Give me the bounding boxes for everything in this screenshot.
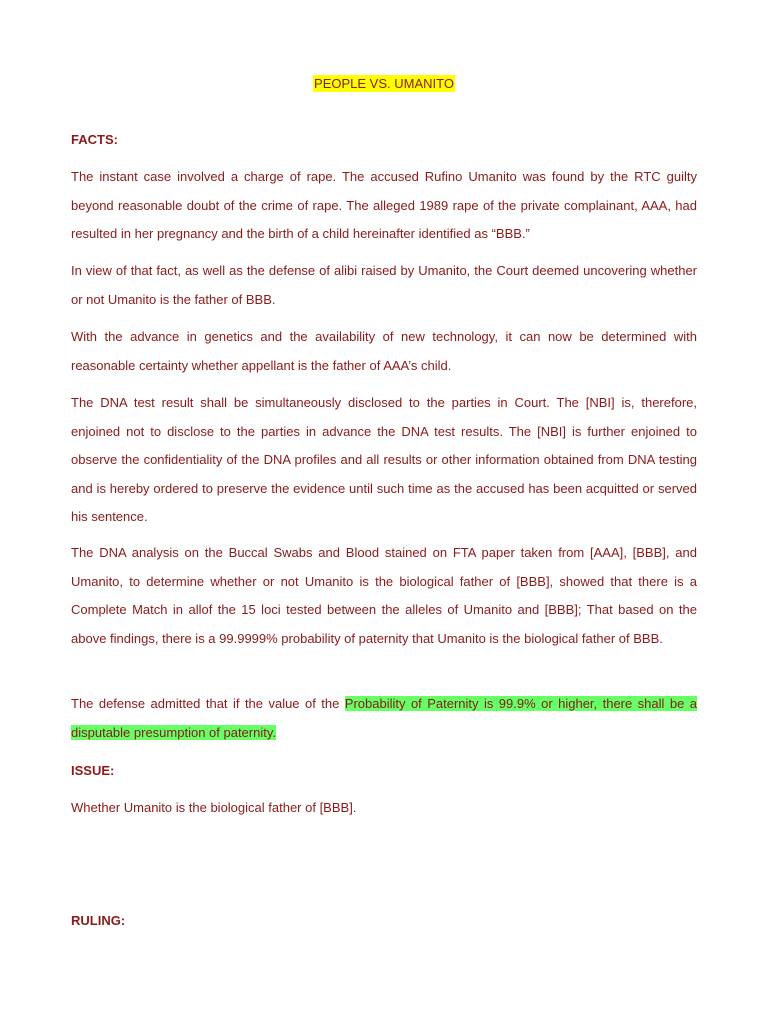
facts-paragraph-4: The DNA test result shall be simultaneously disclosed to the parties in Court. The [NBI] is, therefore, enjoined not to disclose to the parties in advance the DNA test results. The [NBI] is further enjoined to observe the confidentiality of the DNA profiles and all results or other information obtained from DNA testing and is hereby ordered to preserve the evidence until such time as the accused has been acquitted or served his sentence.	[71, 395, 697, 524]
facts-heading: FACTS:	[71, 132, 118, 147]
issue-heading: ISSUE:	[71, 763, 115, 778]
issue-paragraph: Whether Umanito is the biological father of [BBB].	[71, 800, 357, 815]
facts-paragraph-3: With the advance in genetics and the availability of new technology, it can now be determined with reasonable certainty whether appellant is the father of AAA’s child.	[71, 329, 697, 373]
document-title-line	[0, 74, 768, 93]
highlighted-presumption-text: Probability of Paternity is 99.9% or higher, there shall be a disputable presumption of paternity.	[71, 696, 697, 740]
facts-paragraph-2: In view of that fact, as well as the defense of alibi raised by Umanito, the Court deemed uncovering whether or not Umanito is the father of BBB.	[71, 263, 697, 307]
document-title: PEOPLE VS. UMANITO	[314, 76, 454, 91]
ruling-heading: RULING:	[71, 913, 126, 928]
facts-paragraph-5: The DNA analysis on the Buccal Swabs and Blood stained on FTA paper taken from [AAA], [BBB], and Umanito, to determine whether or not Umanito is the biological father of [BBB], showed that there is a Complete Match in allof the 15 loci tested between the alleles of Umanito and [BBB]; That based on the above findings, there is a 99.9999% probability of paternity that Umanito is the biological father of BBB.	[71, 545, 697, 646]
facts-paragraph-6	[71, 690, 697, 747]
facts-paragraph-1: The instant case involved a charge of rape. The accused Rufino Umanito was found by the RTC guilty beyond reasonable doubt of the crime of rape. The alleged 1989 rape of the private complainant, AAA, had resulted in her pregnancy and the birth of a child hereinafter identified as “BBB.”	[71, 169, 697, 241]
defense-admission-text: The defense admitted that if the value of the	[71, 696, 345, 711]
